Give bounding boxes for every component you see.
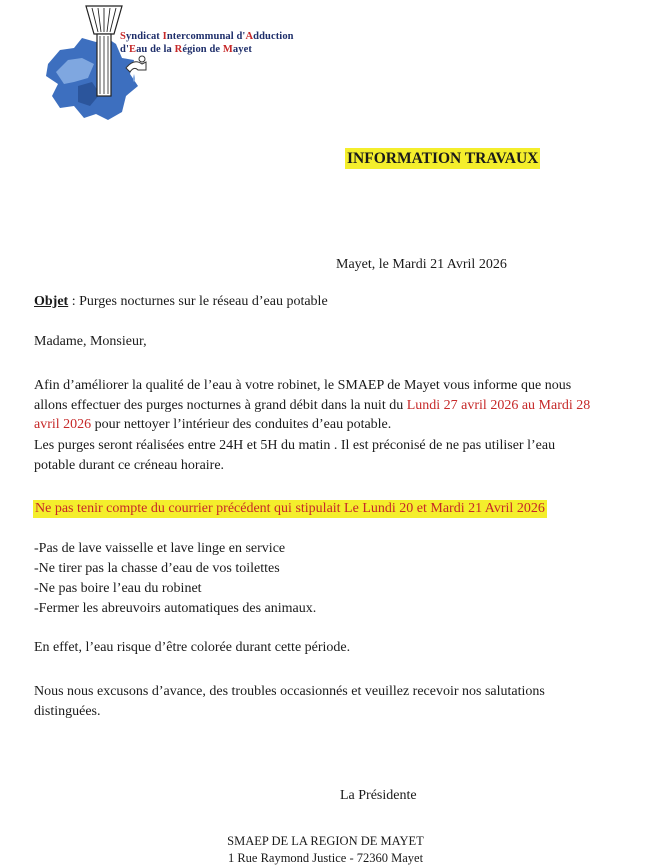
document-title: INFORMATION TRAVAUX [347,150,539,167]
organization-name-line2: d'Eau de la Région de Mayet [120,44,252,55]
instructions-list [34,539,316,619]
syndicate-logo [38,2,168,124]
list-item: -Fermer les abreuvoirs automatiques des animaux. [34,601,317,616]
list-item: -Pas de lave vaisselle et lave linge en service [34,541,286,556]
salutation: Madame, Monsieur, [34,334,147,349]
organization-name [120,30,294,56]
paragraph-coloration-warning: En effet, l’eau risque d’être colorée durant cette période. [34,640,351,655]
correction-notice: Ne pas tenir compte du courrier précédent qui stipulait Le Lundi 20 et Mardi 21 Avril 2026 [35,501,545,516]
closing-paragraph: Nous nous excusons d’avance, des troubles occasionnés et veuillez recevoir nos salutations distinguées. [34,684,545,719]
footer-organization: SMAEP DE LA REGION DE MAYET [227,834,424,848]
footer [0,833,649,867]
paragraph-purge-hours: Les purges seront réalisées entre 24H et 5H du matin . Il est préconisé de ne pas utiliser l’eau potable durant ce créneau horaire. [34,438,556,473]
signature: La Présidente [340,788,417,803]
subject-line [34,294,328,310]
subject-text: : Purges nocturnes sur le réseau d’eau potable [68,294,328,309]
letter-date: Mayet, le Mardi 21 Avril 2026 [336,257,507,272]
organization-name-line1: Syndicat Intercommunal d'Adduction [120,31,294,42]
purge-dates: Lundi 27 avril 2026 au Mardi 28 avril 2026 [34,397,591,432]
subject-label: Objet [34,294,69,309]
list-item: -Ne tirer pas la chasse d’eau de vos toilettes [34,561,280,576]
list-item: -Ne pas boire l’eau du robinet [34,581,202,596]
footer-address: 1 Rue Raymond Justice - 72360 Mayet [227,851,424,865]
paragraph-purge-info: Afin d’améliorer la qualité de l’eau à votre robinet, le SMAEP de Mayet vous informe que nous allons effectuer des purges nocturnes à grand débit dans la nuit du Lundi 27 avril 2026 au Mardi 28 avril 2026 pour nettoyer l’intérieur des conduites d’eau potable. [34,378,591,432]
